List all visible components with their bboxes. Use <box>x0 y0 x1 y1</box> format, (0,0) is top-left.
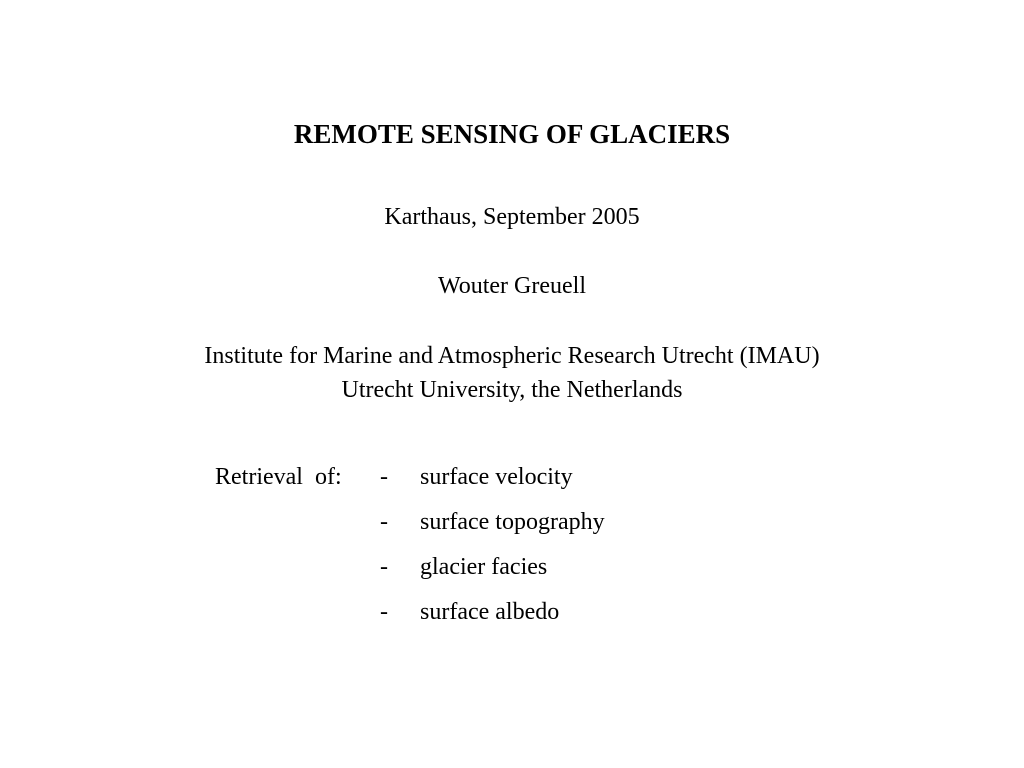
author-name: Wouter Greuell <box>437 273 586 299</box>
list-item-text: glacier facies <box>420 554 548 580</box>
list-item <box>0 550 1024 584</box>
list-item <box>0 505 1024 539</box>
list-bullet: - <box>380 554 388 580</box>
list-item-text: surface topography <box>420 509 605 535</box>
institute-name: Institute for Marine and Atmospheric Research Utrecht (IMAU) <box>204 343 820 369</box>
list-bullet: - <box>380 509 388 535</box>
retrieval-label: Retrieval of: <box>215 464 342 490</box>
list-bullet: - <box>380 464 388 490</box>
list-item-text: surface albedo <box>420 599 560 625</box>
list-item-text: surface velocity <box>420 464 573 490</box>
retrieval-list <box>0 460 1024 640</box>
university-name: Utrecht University, the Netherlands <box>341 377 683 403</box>
list-bullet: - <box>380 599 388 625</box>
location-date: Karthaus, September 2005 <box>384 204 640 230</box>
list-item <box>0 460 1024 494</box>
slide-title: REMOTE SENSING OF GLACIERS <box>293 119 731 149</box>
list-item <box>0 595 1024 629</box>
